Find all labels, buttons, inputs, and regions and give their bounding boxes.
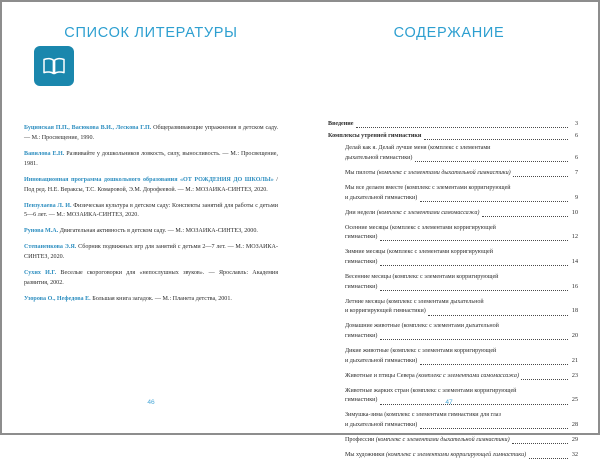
- toc-leader-dots: [415, 160, 568, 162]
- toc-entry-label-part: дыхательной гимнастики): [345, 155, 413, 162]
- toc-entry-label-part: Профессии: [345, 436, 376, 443]
- toc-leader-dots: [521, 378, 567, 380]
- toc-entry-label-part: (комплекс с элементами корригирующей: [387, 249, 493, 256]
- toc-entry-label-part: гимнастики): [345, 397, 378, 404]
- toc-entry[interactable]: [328, 132, 578, 142]
- bibliography-author: Вавилова Е.Н.: [24, 150, 65, 157]
- toc-entry[interactable]: [328, 372, 578, 382]
- toc-page-number: 12: [571, 234, 578, 241]
- toc-entry-label-part: (комплекс с элементами корригирующей: [390, 224, 496, 231]
- toc-page-number: 29: [571, 436, 578, 443]
- page-number-left: 46: [147, 399, 155, 406]
- bibliography-author: Буцинская П.П., Васюкова В.И., Лескова Г.П.: [24, 125, 152, 132]
- toc-entry-label-part: и корригирующей гимнастики): [345, 308, 426, 315]
- toc-entry[interactable]: [328, 169, 578, 179]
- toc-leader-dots: [513, 175, 567, 177]
- toc-leader-dots: [420, 200, 568, 202]
- toc-entry[interactable]: [328, 436, 578, 446]
- toc-leader-dots: [380, 338, 568, 340]
- toc-leader-dots: [424, 138, 568, 140]
- bibliography-citation: / Под ред. Н.Е. Вераксы, Т.С. Комаровой, Э.М. Дорофеевой. — М.: МОЗАИКА-СИНТЕЗ, 2020.: [24, 176, 278, 193]
- toc-entry-label: [345, 347, 578, 357]
- toc-entry-label: [345, 411, 578, 421]
- toc-leader-dots: [380, 239, 568, 241]
- toc-entry-line2: [345, 154, 578, 164]
- toc-entry[interactable]: [328, 209, 578, 219]
- toc-entry[interactable]: [328, 411, 578, 431]
- toc-entry-label-cont: [345, 421, 417, 431]
- bibliography-author: Пензулаева Л. И.: [24, 202, 72, 209]
- toc-entry-label-part: Осенние месяцы: [345, 224, 390, 231]
- toc-entry-label: [345, 209, 479, 219]
- toc-leader-dots: [380, 289, 568, 291]
- toc-entry-label-part: Зимушка-зима: [345, 412, 385, 419]
- toc-entry-label-part: и дыхательной гимнастики): [345, 422, 418, 429]
- page-title-contents: СОДЕРЖАНИЕ: [393, 25, 505, 41]
- toc-page-number: 32: [571, 451, 578, 458]
- toc-entry-label-part: (комплекс с элементами корригирующей гимнастики): [386, 451, 527, 458]
- page-number-right: 47: [445, 399, 453, 406]
- toc-entry-label-cont: [345, 307, 426, 317]
- toc-entry-label: [345, 224, 578, 234]
- toc-entry-label-cont: [345, 194, 417, 204]
- bibliography-citation: Двигательная активность в детском саду. — М.: МОЗАИКА-СИНТЕЗ, 2000.: [58, 228, 258, 235]
- toc-page-number: 7: [574, 169, 578, 176]
- toc-entry-label-part: Дикие животные: [345, 347, 391, 354]
- toc-entry-line2: [345, 307, 578, 317]
- bibliography-author: Сухих И.Г.: [24, 270, 57, 277]
- page-title-bibliography: СПИСОК ЛИТЕРАТУРЫ: [64, 25, 238, 41]
- toc-entry-label-part: (комплекс с элементами дыхательной гимнастики): [375, 436, 510, 443]
- toc-entry-label-part: (комплекс с элементами: [428, 145, 491, 152]
- bibliography-citation: Общеразвивающие упражнения в детском саду. — М.: Просвещение, 1990.: [24, 125, 278, 141]
- bibliography-author: Узорова О., Нефедова Е.: [24, 295, 91, 302]
- toc-entry-label: [345, 298, 578, 308]
- toc-entry-label-part: Мы пилоты: [345, 169, 377, 176]
- toc-page-number: 6: [574, 155, 578, 162]
- toc-entry[interactable]: [328, 248, 578, 268]
- toc-leader-dots: [428, 314, 567, 316]
- bibliography-citation: Веселые скороговорки для «непослушных звуков». — Ярославль: Академия развития, 2002.: [24, 270, 278, 286]
- toc-entry-label: [345, 248, 578, 258]
- toc-entry-label-part: (комплекс с элементами дыхательной: [386, 298, 484, 305]
- toc-leader-dots: [420, 363, 568, 365]
- toc-page-number: 20: [571, 333, 578, 340]
- toc-entry-label: [345, 451, 526, 461]
- toc-leader-dots: [482, 215, 568, 217]
- toc-page-number: 25: [571, 397, 578, 404]
- bibliography-citation: Физическая культура в детском саду: Конспекты занятий для работы с детьми 5—6 лет. — М.: МОЗАИКА-СИНТЕЗ, 2020.: [24, 202, 278, 219]
- toc-entry-label-part: (комплекс с элементами корригирующей: [392, 273, 499, 280]
- toc-entry-label: [328, 132, 421, 142]
- toc-entry-label-cont: [345, 332, 377, 342]
- toc-entry[interactable]: [328, 184, 578, 204]
- bibliography-list: [24, 118, 278, 305]
- toc-entry-label-part: (комплекс с элементами самомассажа): [376, 209, 480, 216]
- toc-page-number: 21: [571, 357, 578, 364]
- toc-entry[interactable]: [328, 322, 578, 342]
- toc-entry-label-part: Мы все делаем вместе: [345, 184, 405, 191]
- toc-page-number: 14: [571, 258, 578, 265]
- toc-entry-line2: [345, 258, 578, 268]
- toc-entry-label-cont: [345, 258, 377, 268]
- toc-entry-label-part: Летние месяцы: [345, 298, 387, 305]
- toc-entry-line2: [345, 283, 578, 293]
- toc-leader-dots: [529, 457, 568, 459]
- toc-page-number: 10: [571, 209, 578, 216]
- toc-entry-label-cont: [345, 283, 377, 293]
- toc-entry-label-part: Дни недели: [345, 209, 377, 216]
- toc-entry-label-part: Весенние месяцы: [345, 273, 393, 280]
- toc-entry-label: [345, 184, 578, 194]
- toc-entry-line2: [345, 194, 578, 204]
- toc-entry-label-part: и дыхательной гимнастики): [345, 194, 418, 201]
- toc-page-number: 9: [574, 194, 578, 201]
- toc-leader-dots: [356, 126, 568, 128]
- toc-page-number: 28: [571, 422, 578, 429]
- page-right-contents: [300, 2, 598, 458]
- toc-entry-label-part: Комплексы утренней гимнастики: [328, 133, 422, 140]
- bibliography-entry: [24, 150, 278, 170]
- toc-entry-label-part: Делай как я. Делай лучше меня: [345, 145, 429, 152]
- toc-leader-dots: [420, 427, 568, 429]
- toc-entry-label-part: Животные жарких стран: [345, 387, 411, 394]
- bibliography-entry: [24, 295, 278, 305]
- bibliography-author: Рунова М.А.: [24, 228, 59, 235]
- toc-entry[interactable]: [328, 273, 578, 293]
- bibliography-entry: [24, 202, 278, 222]
- toc-entry-label-part: гимнастики): [345, 283, 378, 290]
- toc-entry[interactable]: [328, 347, 578, 367]
- table-of-contents: [328, 120, 578, 466]
- bibliography-citation: Развивайте у дошкольников ловкость, силу, выносливость. — М.: Просвещение, 1981.: [24, 150, 278, 167]
- toc-entry-label: [345, 436, 510, 446]
- toc-entry-label-part: (комплекс с элементами дыхательной: [401, 323, 499, 330]
- toc-entry-label-part: (комплекс с элементами корригирующей: [390, 347, 497, 354]
- toc-entry-label: [345, 273, 578, 283]
- toc-entry-line2: [345, 357, 578, 367]
- toc-page-number: 16: [571, 283, 578, 290]
- toc-entry-label: [345, 372, 519, 382]
- toc-entry[interactable]: [328, 224, 578, 244]
- toc-entry[interactable]: [328, 298, 578, 318]
- toc-entry[interactable]: [328, 120, 578, 130]
- bibliography-entry: [24, 176, 278, 196]
- toc-entry-label-cont: [345, 154, 412, 164]
- toc-page-number: 6: [574, 133, 578, 140]
- toc-entry-label-part: Зимние месяцы: [345, 249, 388, 256]
- toc-leader-dots: [512, 442, 567, 444]
- toc-entry-line2: [345, 421, 578, 431]
- toc-entry-label-part: гимнастики): [345, 234, 378, 241]
- toc-entry[interactable]: [328, 144, 578, 164]
- bibliography-entry: [24, 227, 278, 237]
- page-left-bibliography: [2, 2, 300, 433]
- toc-entry-label-part: (комплекс с элементами корригирующей: [410, 387, 517, 394]
- toc-entry-label-part: Мы художники: [345, 451, 386, 458]
- bibliography-author: Степаненкова Э.Я.: [24, 244, 77, 251]
- toc-entry[interactable]: [328, 451, 578, 461]
- toc-entry-label: [345, 144, 578, 154]
- bibliography-entry: [24, 243, 278, 263]
- bibliography-entry: [24, 269, 278, 289]
- toc-entry-label-part: гимнастики): [345, 333, 378, 340]
- toc-entry-label-cont: [345, 233, 377, 243]
- toc-entry-label: [328, 120, 354, 130]
- toc-entry-label: [345, 169, 511, 179]
- toc-entry-label: [345, 322, 578, 332]
- toc-entry-label-part: (комплекс с элементами самомассажа): [416, 372, 519, 379]
- toc-entry-label: [345, 387, 578, 397]
- toc-page-number: 23: [571, 372, 578, 379]
- bibliography-entry: [24, 124, 278, 144]
- toc-page-number: 18: [571, 308, 578, 315]
- toc-entry-label-part: Животные и птицы Севера: [345, 372, 417, 379]
- toc-entry-label-part: (комплекс с элементами дыхательной гимнастики): [376, 169, 511, 176]
- toc-page-number: 3: [574, 121, 578, 127]
- toc-entry-label-part: и дыхательной гимнастики): [345, 357, 418, 364]
- toc-entry-label-cont: [345, 357, 417, 367]
- toc-entry-label-part: гимнастики): [345, 258, 378, 265]
- toc-entry-label-part: (комплекс с элементами корригирующей: [404, 184, 511, 191]
- bibliography-citation: Большая книга загадок. — М.: Планета детства, 2001.: [90, 295, 232, 302]
- toc-entry-label-part: (комплекс с элементами гимнастики для глаз: [384, 412, 501, 419]
- bibliography-author: Инновационная программа дошкольного образования «ОТ РОЖДЕНИЯ ДО ШКОЛЫ»: [24, 176, 274, 183]
- toc-entry-line2: [345, 332, 578, 342]
- toc-leader-dots: [380, 264, 568, 266]
- toc-entry-line2: [345, 233, 578, 243]
- toc-entry-label-part: Домашние животные: [345, 323, 402, 330]
- bibliography-citation: Сборник подвижных игр для занятий с детьми 2—7 лет. — М.: МОЗАИКА-СИНТЕЗ, 2020.: [24, 244, 278, 261]
- open-book-icon: [34, 46, 74, 86]
- toc-entry-label-part: Введение: [328, 121, 354, 127]
